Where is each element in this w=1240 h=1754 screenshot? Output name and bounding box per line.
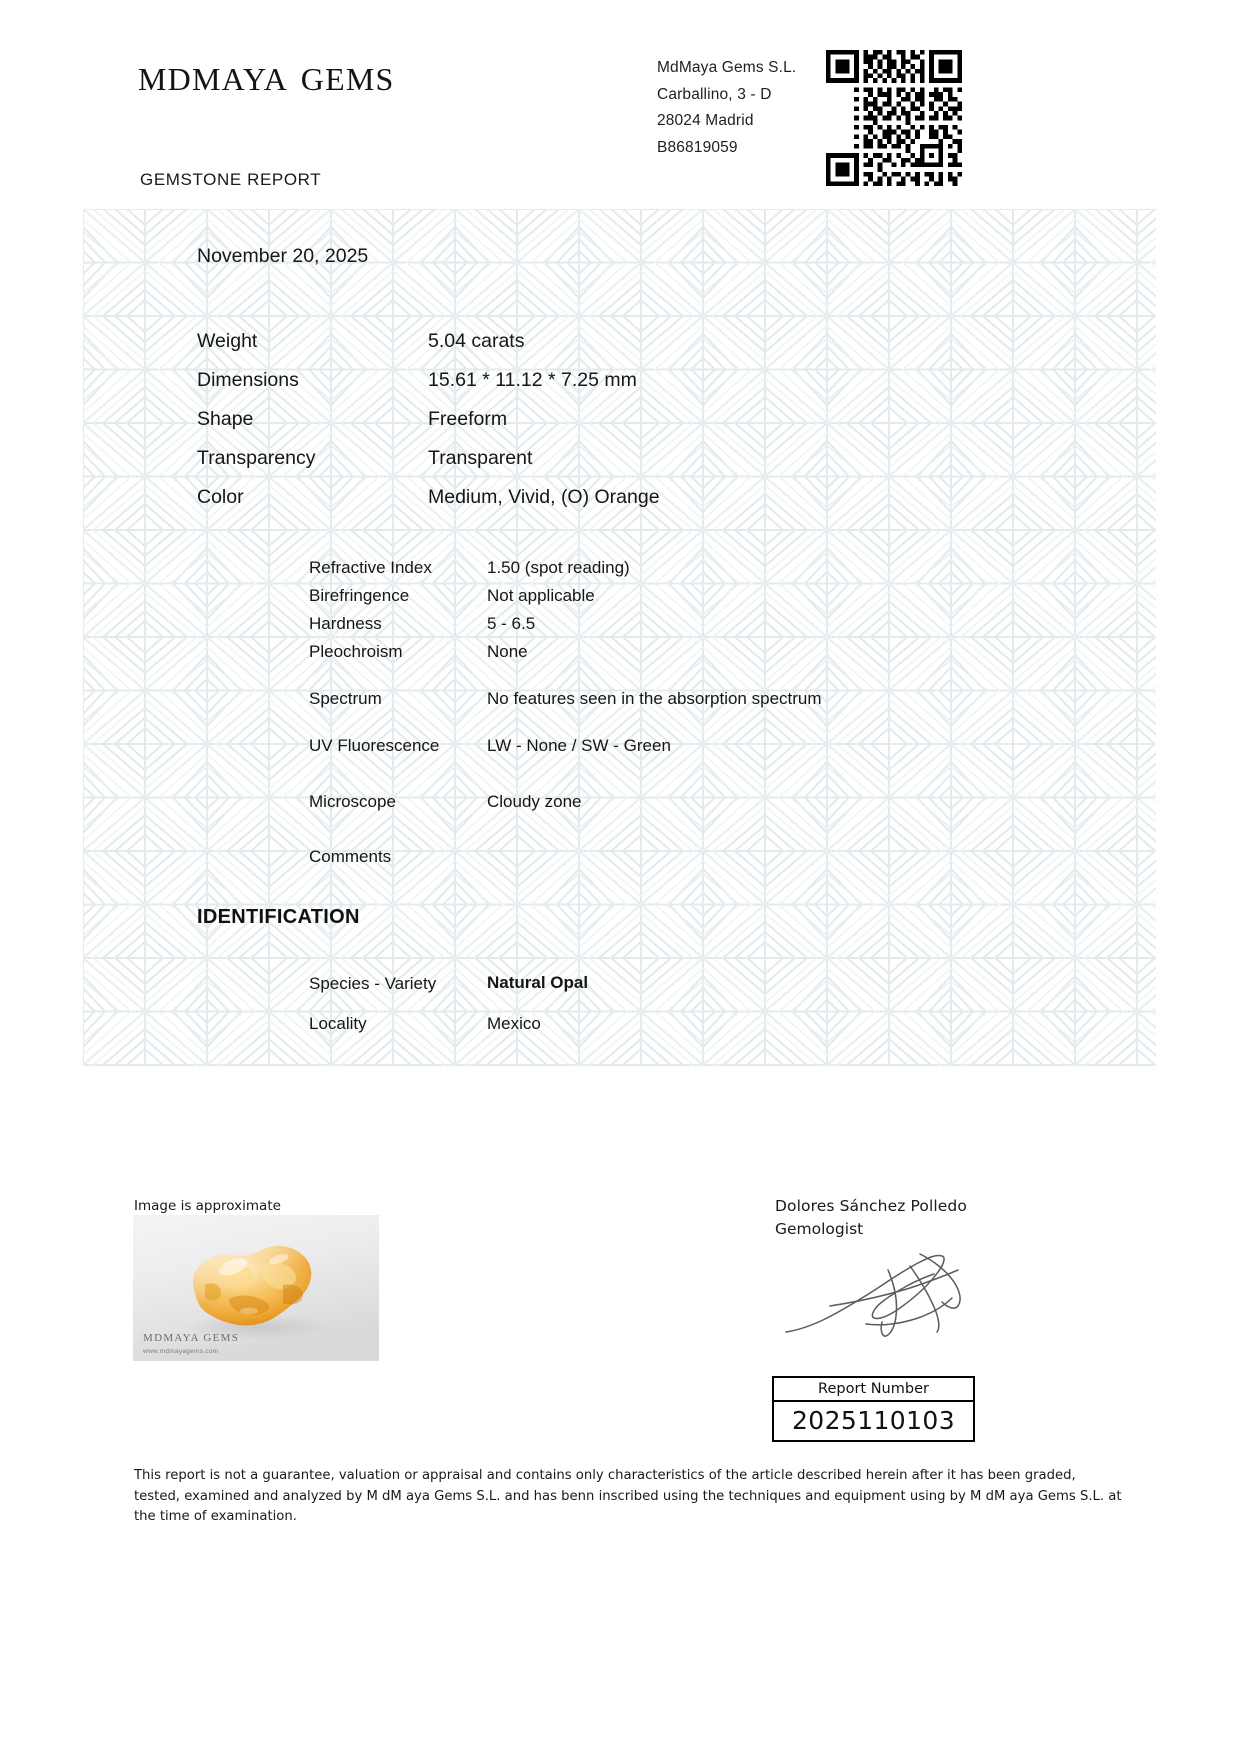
company-address-block [657, 55, 796, 161]
table-row [309, 847, 391, 867]
table-row [309, 1014, 367, 1034]
table-row [309, 974, 436, 994]
table-row [197, 408, 253, 431]
disclaimer-line-3: the time of examination. [134, 1509, 297, 1524]
property-label: Microscope [309, 792, 396, 811]
table-row [309, 586, 409, 606]
footer-disclaimer [134, 1466, 1122, 1528]
property-value: Not applicable [487, 586, 595, 605]
gemstone-photo [133, 1215, 379, 1361]
qr-code-icon [826, 50, 962, 186]
property-value-cell [487, 792, 582, 812]
property-label: Spectrum [309, 689, 382, 708]
company-tax-id: B86819059 [657, 138, 738, 156]
table-row [309, 792, 396, 812]
property-label: Comments [309, 847, 392, 866]
table-row [309, 689, 382, 709]
company-name: MdMaya Gems S.L. [657, 59, 797, 76]
identification-heading: IDENTIFICATION [197, 906, 360, 928]
property-value-cell [428, 408, 507, 431]
property-value: Medium, Vivid, (O) Orange [428, 486, 660, 508]
property-value: Freeform [428, 408, 508, 430]
property-value-cell [487, 736, 671, 756]
table-row [197, 330, 257, 353]
property-value: Cloudy zone [487, 792, 582, 811]
table-row [197, 447, 316, 470]
property-label: Color [197, 486, 244, 508]
table-row [309, 558, 432, 578]
table-row [309, 736, 439, 756]
table-row [197, 369, 299, 392]
property-value-cell [487, 689, 822, 709]
property-label: Hardness [309, 614, 382, 633]
report-number-label: Report Number [774, 1378, 973, 1402]
photo-watermark-url: www.mdmayagems.com [143, 1348, 219, 1355]
property-value: 5 - 6.5 [487, 614, 536, 633]
property-label: Weight [197, 330, 258, 352]
property-value-cell [428, 486, 660, 509]
property-label: Locality [309, 1014, 367, 1033]
property-label: Shape [197, 408, 254, 430]
property-value: 5.04 carats [428, 330, 525, 352]
disclaimer-line-2: tested, examined and analyzed by M dM aya Gems S.L. and has benn inscribed using the techniques and equipment using by M dM aya Gems S.L. at [134, 1488, 1122, 1504]
signature-mark [770, 1240, 990, 1365]
property-value-cell [428, 330, 524, 353]
property-value-cell [487, 586, 595, 606]
property-value-cell [487, 973, 588, 993]
property-label: Species - Variety [309, 974, 437, 993]
report-number-box [772, 1376, 975, 1442]
species-variety-value: Natural Opal [487, 973, 589, 992]
property-value-cell [487, 558, 630, 578]
property-value-cell [487, 642, 528, 662]
property-label: Birefringence [309, 586, 410, 605]
property-value: None [487, 642, 528, 661]
photo-watermark-title: MDMAYA GEMS [143, 1332, 240, 1344]
company-street: Carballino, 3 - D [657, 85, 772, 103]
property-value: Transparent [428, 447, 533, 469]
signatory-name: Dolores Sánchez Polledo [775, 1197, 967, 1215]
security-pattern-panel [83, 209, 1156, 1066]
company-city: 28024 Madrid [657, 112, 754, 129]
disclaimer-line-1: This report is not a guarantee, valuation or appraisal and contains only characteristics of the article described herein after it has been graded, [134, 1468, 1076, 1483]
brand-logo: mdmaya gems [138, 49, 395, 100]
property-label: Refractive Index [309, 558, 432, 577]
property-label: Pleochroism [309, 642, 403, 661]
property-value: 1.50 (spot reading) [487, 558, 630, 577]
page-title: GEMSTONE REPORT [140, 170, 322, 189]
photo-caption: Image is approximate [134, 1198, 281, 1214]
property-value-cell [428, 447, 532, 470]
issue-date: November 20, 2025 [197, 245, 369, 267]
property-label: Transparency [197, 447, 316, 469]
property-label: Dimensions [197, 369, 299, 391]
report-header [0, 0, 1240, 210]
table-row [309, 614, 382, 634]
property-value-cell [428, 369, 637, 392]
table-row [197, 486, 244, 509]
property-value: 15.61 * 11.12 * 7.25 mm [428, 369, 637, 391]
property-value: LW - None / SW - Green [487, 736, 671, 755]
table-row [309, 642, 403, 662]
property-value: No features seen in the absorption spectrum [487, 689, 822, 708]
property-value-cell [487, 614, 535, 634]
property-value-cell [487, 1014, 541, 1034]
property-label: UV Fluorescence [309, 736, 440, 755]
report-content [83, 209, 1156, 1066]
report-number-value: 2025110103 [791, 1406, 956, 1435]
locality-value: Mexico [487, 1014, 541, 1033]
signatory-title: Gemologist [775, 1220, 864, 1238]
